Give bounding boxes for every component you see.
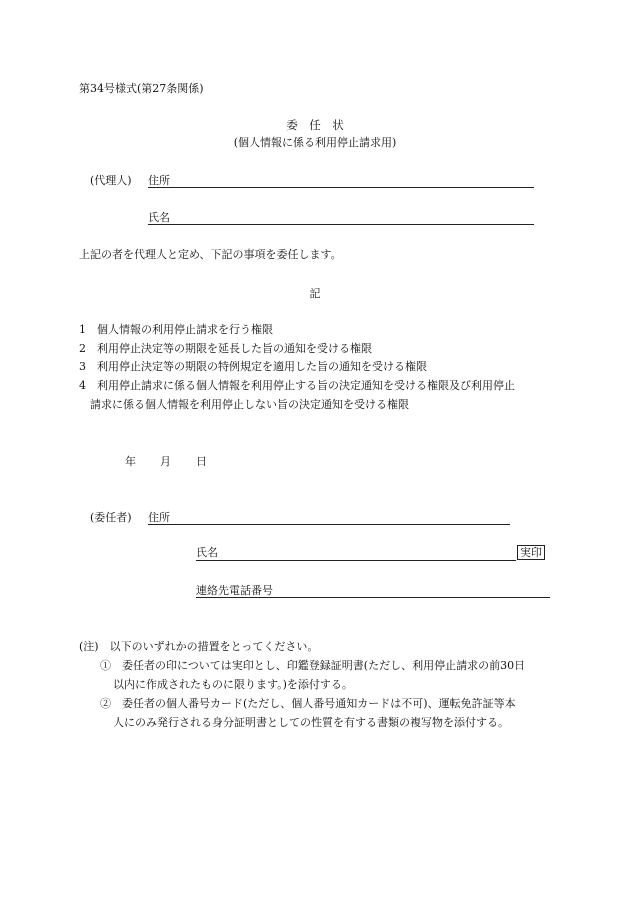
date-month: 月 (160, 455, 171, 468)
agent-name-line[interactable] (148, 224, 534, 225)
note-line: 以内に作成されたものに限ります。)を添付する。 (113, 678, 353, 691)
seal-label: 実印 (517, 545, 545, 560)
principal-address-line[interactable] (148, 524, 510, 525)
list-item-continuation: 請求に係る個人情報を利用停止しない旨の決定通知を受ける権限 (90, 398, 409, 411)
list-item: 4 利用停止請求に係る個人情報を利用停止する旨の決定通知を受ける権限及び利用停止 (79, 379, 515, 392)
agent-address-label: 住所 (148, 174, 170, 187)
date-day: 日 (196, 455, 207, 468)
agent-label: (代理人) (90, 174, 132, 187)
principal-name-line[interactable] (196, 560, 516, 561)
principal-name-label: 氏名 (196, 546, 218, 559)
form-number: 第34号様式(第27条関係) (79, 82, 204, 95)
date-year: 年 (125, 455, 136, 468)
principal-phone-line[interactable] (196, 597, 550, 598)
principal-address-label: 住所 (148, 511, 170, 524)
document-subtitle: (個人情報に係る利用停止請求用) (233, 136, 397, 149)
agent-name-label: 氏名 (148, 211, 170, 224)
agent-address-line[interactable] (148, 187, 534, 188)
ki-label: 記 (309, 287, 321, 300)
principal-phone-label: 連絡先電話番号 (196, 584, 273, 597)
note-line: ② 委任者の個人番号カード(ただし、個人番号通知カードは不可)、運転免許証等本 (100, 697, 516, 710)
document-title: 委 任 状 (286, 118, 344, 132)
list-item: 3 利用停止決定等の期限の特例規定を適用した旨の通知を受ける権限 (79, 360, 427, 373)
list-item: 2 利用停止決定等の期限を延長した旨の通知を受ける権限 (79, 342, 372, 355)
note-line: 人にのみ発行される身分証明書としての性質を有する書類の複写物を添付する。 (113, 716, 509, 729)
notes-heading: (注) 以下のいずれかの措置をとってください。 (79, 640, 319, 653)
delegation-statement: 上記の者を代理人と定め、下記の事項を委任します。 (79, 248, 342, 261)
list-item: 1 個人情報の利用停止請求を行う権限 (79, 323, 273, 336)
note-line: ① 委任者の印については実印とし、印鑑登録証明書(ただし、利用停止請求の前30日 (100, 659, 526, 672)
principal-label: (委任者) (90, 511, 132, 524)
